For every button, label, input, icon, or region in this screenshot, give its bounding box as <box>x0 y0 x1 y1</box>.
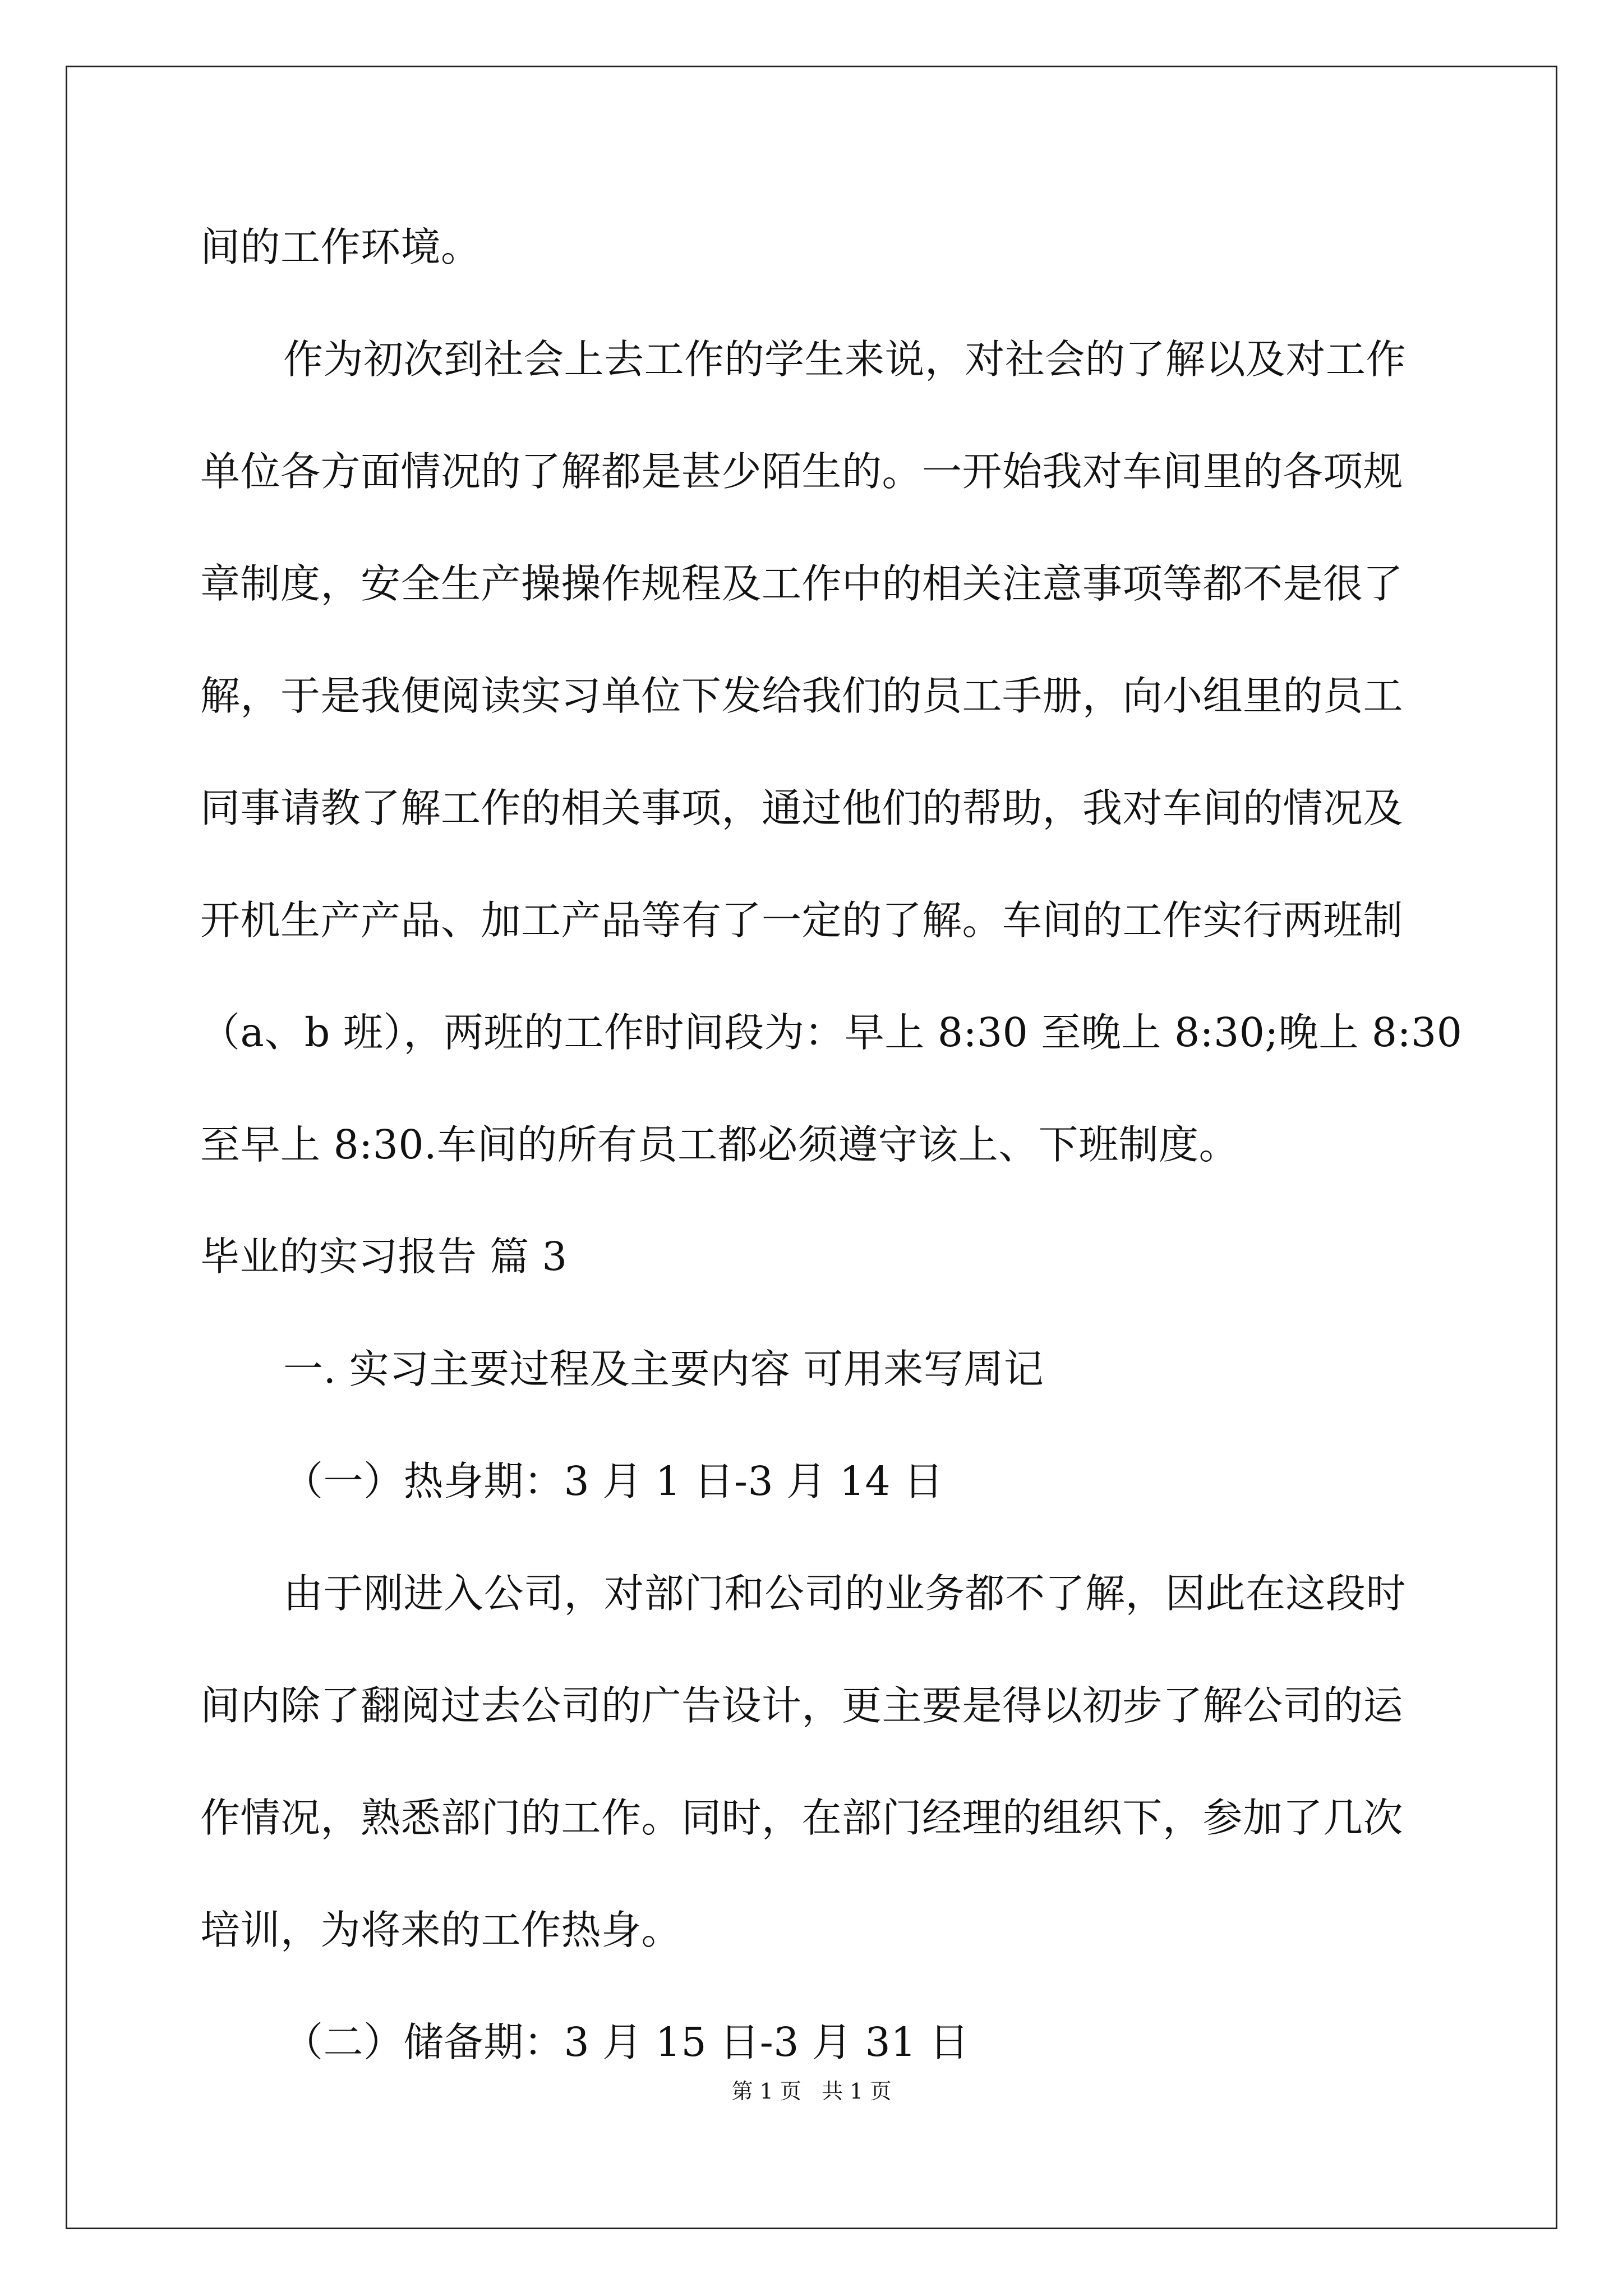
paragraph-line: 间内除了翻阅过去公司的广告设计，更主要是得以初步了解公司的运 <box>200 1682 1404 1729</box>
paragraph-line: 由于刚进入公司，对部门和公司的业务都不了解，因此在这段时 <box>283 1570 1407 1617</box>
subsection-heading: （一）热身期：3 月 1 日-3 月 14 日 <box>283 1458 944 1504</box>
paragraph-line: 培训，为将来的工作热身。 <box>200 1907 682 1953</box>
section-heading: 毕业的实习报告 篇 3 <box>200 1234 568 1280</box>
subsection-heading: （二）储备期：3 月 15 日-3 月 31 日 <box>283 2019 970 2065</box>
page-footer: 第 1 页 共 1 页 <box>731 2079 892 2104</box>
paragraph-line: 间的工作环境。 <box>200 224 481 270</box>
subsection-heading: 一. 实习主要过程及主要内容 可用来写周记 <box>283 1346 1044 1392</box>
paragraph-line: 解，于是我便阅读实习单位下发给我们的员工手册，向小组里的员工 <box>200 673 1404 719</box>
paragraph-line: 作情况，熟悉部门的工作。同时，在部门经理的组织下，参加了几次 <box>200 1795 1404 1841</box>
paragraph-line: 开机生产产品、加工产品等有了一定的了解。车间的工作实行两班制 <box>200 897 1404 944</box>
paragraph-line: 作为初次到社会上去工作的学生来说，对社会的了解以及对工作 <box>283 336 1407 383</box>
paragraph-line: 同事请教了解工作的相关事项，通过他们的帮助，我对车间的情况及 <box>200 785 1404 831</box>
paragraph-line: 单位各方面情况的了解都是甚少陌生的。一开始我对车间里的各项规 <box>200 448 1404 495</box>
paragraph-line: 至早上 8:30.车间的所有员工都必须遵守该上、下班制度。 <box>200 1121 1239 1168</box>
paragraph-line: （a、b 班），两班的工作时间段为：早上 8:30 至晚上 8:30;晚上 8:30 <box>200 1009 1463 1056</box>
paragraph-line: 章制度，安全生产操操作规程及工作中的相关注意事项等都不是很了 <box>200 560 1404 607</box>
